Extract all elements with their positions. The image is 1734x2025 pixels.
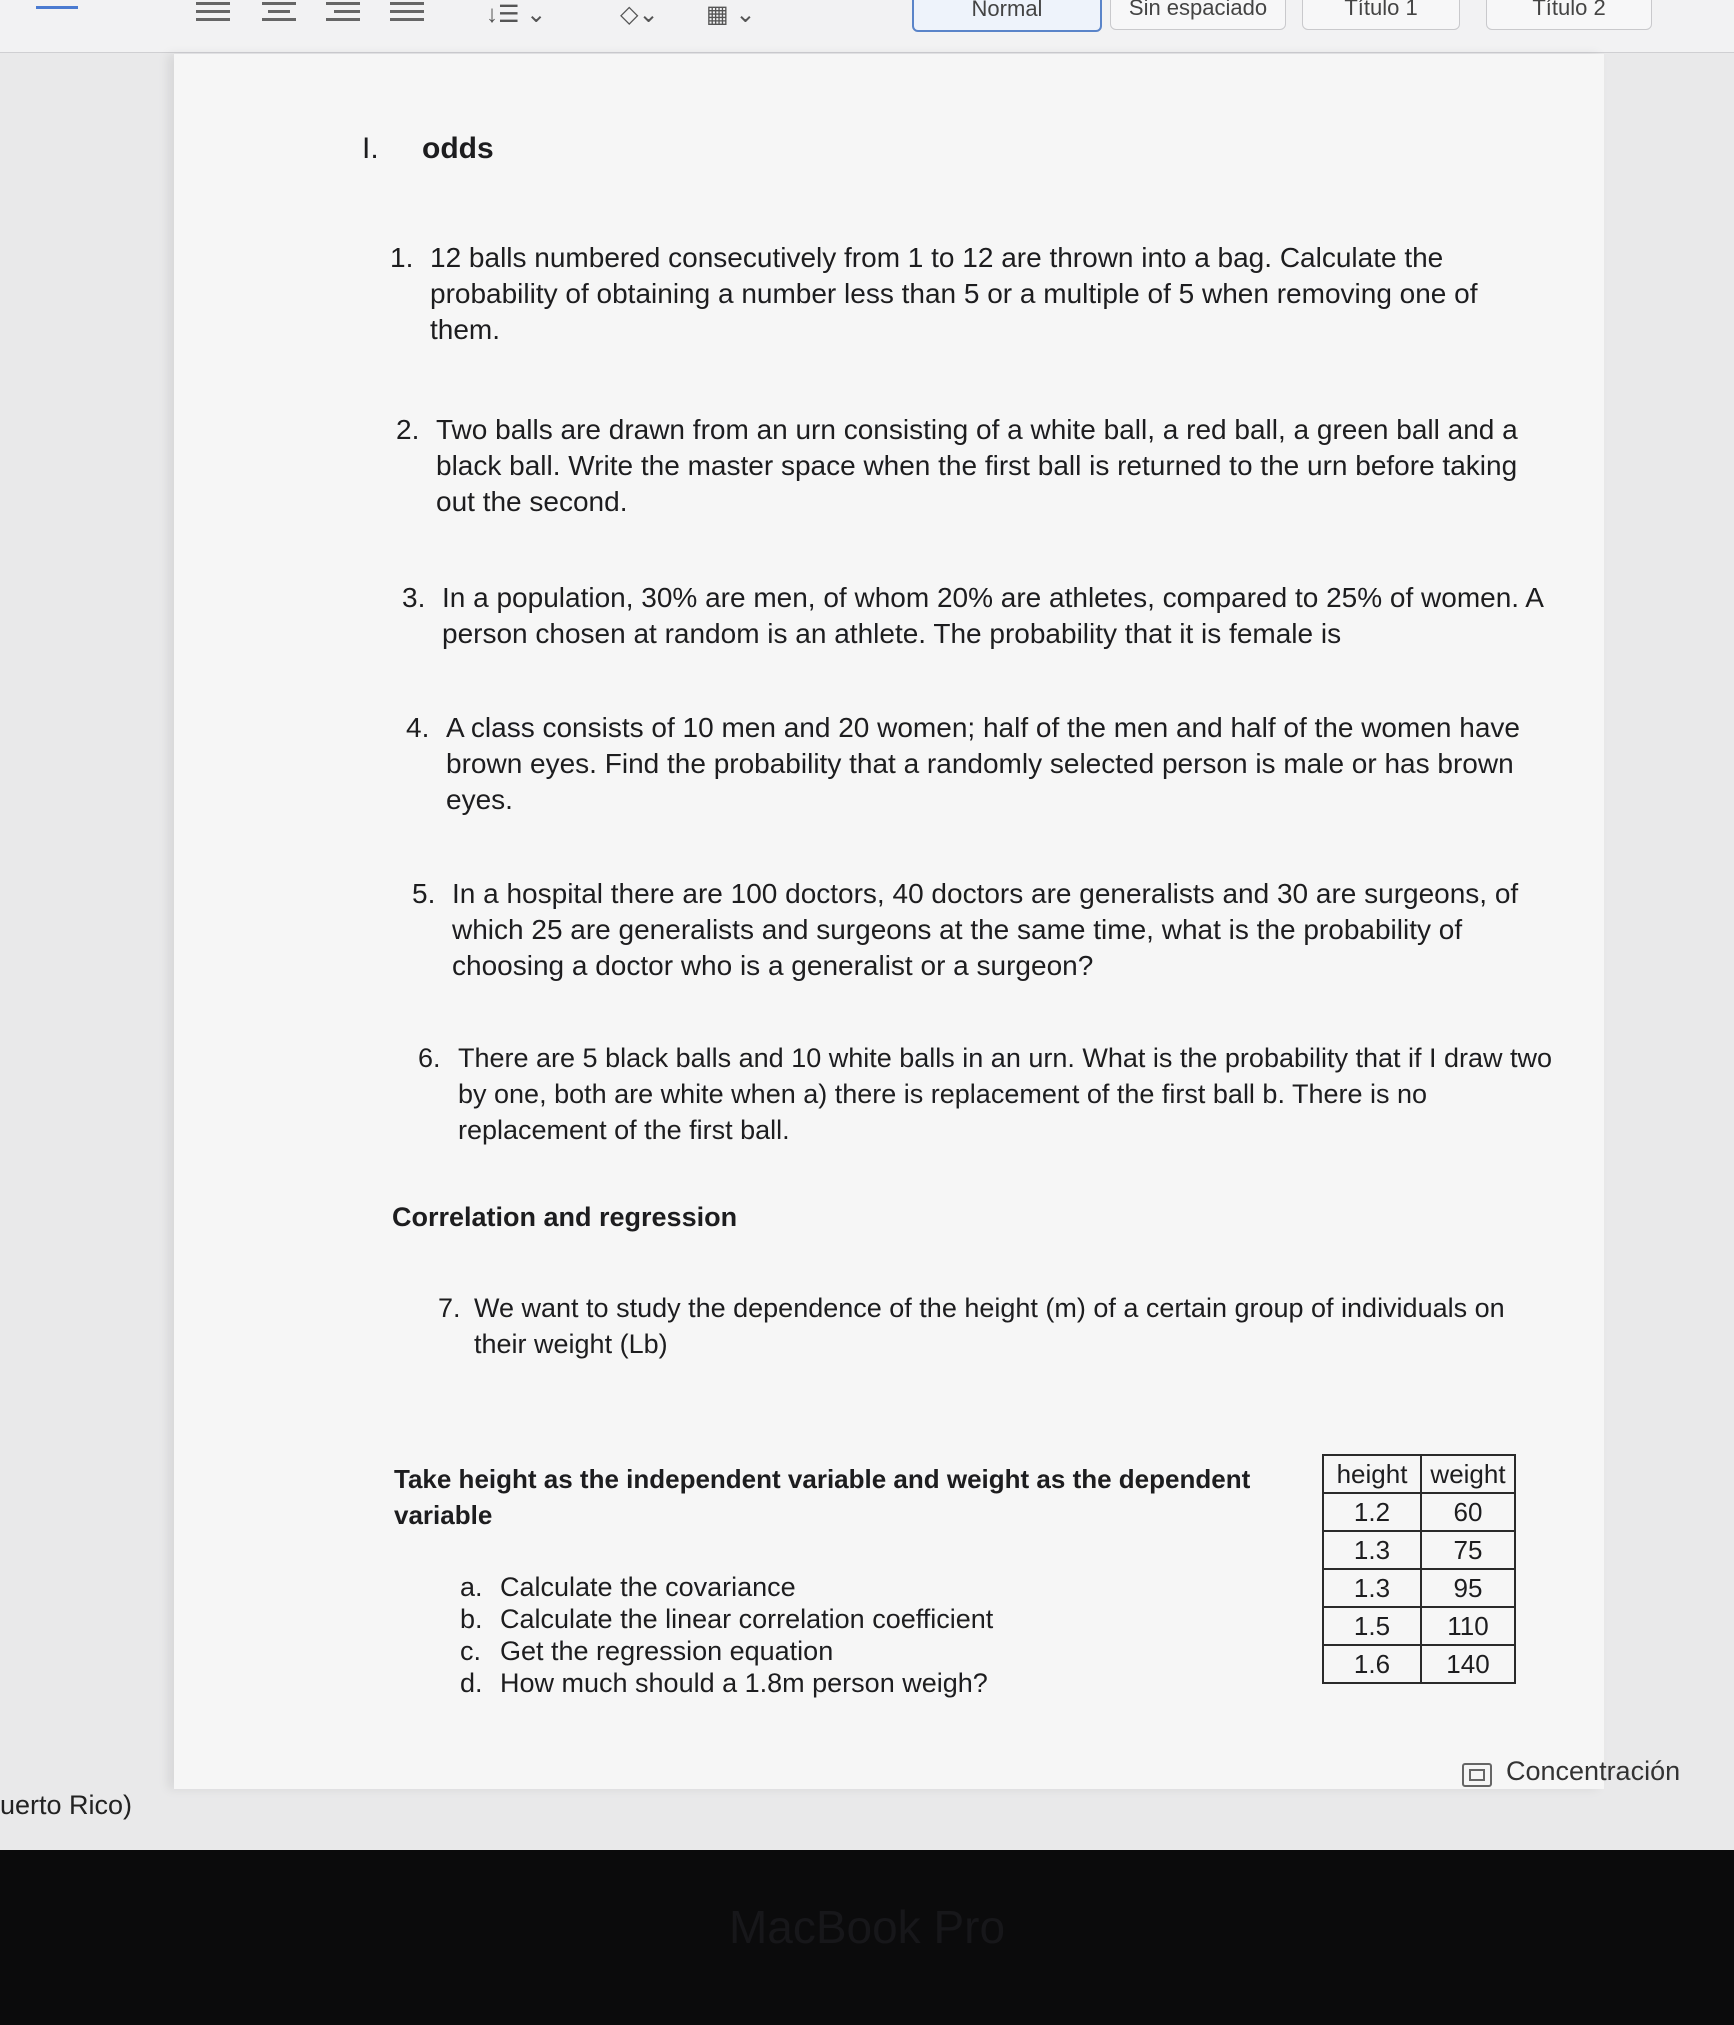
problem-number: 4. (406, 712, 430, 743)
table-cell: 140 (1421, 1645, 1515, 1683)
table-row (1323, 1645, 1515, 1683)
subquestion-letter: a. (460, 1572, 483, 1602)
section-numeral: I. (362, 132, 379, 165)
instruction-line: variable (394, 1500, 493, 1530)
problem-line: eyes. (446, 784, 513, 815)
language-region-label: uerto Rico) (0, 1790, 133, 1820)
problem-line: In a hospital there are 100 doctors, 40 doctors are generalists and 30 are surgeons, of (452, 878, 1519, 909)
table-cell: 1.2 (1323, 1493, 1421, 1531)
problem-line: brown eyes. Find the probability that a randomly selected person is male or has brown (446, 748, 1514, 779)
problem-number: 7. (438, 1293, 461, 1323)
table-header-weight: weight (1421, 1455, 1515, 1493)
problem-line: their weight (Lb) (474, 1329, 668, 1359)
problem-line: which 25 are generalists and surgeons at the same time, what is the probability of (452, 914, 1463, 945)
style-titulo-1[interactable]: Título 1 (1302, 0, 1460, 30)
problem-line: A class consists of 10 men and 20 women; half of the men and half of the women have (446, 712, 1520, 743)
problem-line: replacement of the first ball. (458, 1115, 790, 1145)
problem-number: 3. (402, 582, 426, 613)
table-cell: 1.5 (1323, 1607, 1421, 1645)
problem-line: by one, both are white when a) there is replacement of the first ball b. There is no (458, 1079, 1428, 1109)
subquestion-text: How much should a 1.8m person weigh? (500, 1668, 988, 1698)
focus-icon (1462, 1763, 1492, 1787)
line-spacing-icon[interactable]: ↓☰ ⌄ (486, 1, 547, 28)
problem-line: Two balls are drawn from an urn consisting of a white ball, a red ball, a green ball and a (436, 414, 1518, 445)
subquestion-letter: b. (460, 1604, 483, 1634)
style-normal[interactable]: Normal (912, 0, 1102, 32)
table-row (1323, 1607, 1515, 1645)
problem-line: 12 balls numbered consecutively from 1 to 12 are thrown into a bag. Calculate the (430, 242, 1444, 273)
problem-line: person chosen at random is an athlete. The probability that it is female is (442, 618, 1342, 649)
problem-line: them. (430, 314, 501, 345)
document-page[interactable] (174, 54, 1604, 1789)
table-cell: 95 (1421, 1569, 1515, 1607)
shading-icon[interactable]: ◇⌄ (620, 1, 659, 28)
table-header-row (1323, 1455, 1515, 1493)
correlation-heading: Correlation and regression (392, 1202, 738, 1232)
problem-line: out the second. (436, 486, 628, 517)
style-titulo-2[interactable]: Título 2 (1486, 0, 1652, 30)
subquestion-text: Calculate the linear correlation coefficient (500, 1604, 994, 1634)
problem-line: We want to study the dependence of the height (m) of a certain group of individuals on (474, 1293, 1505, 1323)
table-cell: 110 (1421, 1607, 1515, 1645)
subquestion-letter: c. (460, 1636, 482, 1666)
problem-number: 6. (418, 1043, 441, 1073)
problem-number: 5. (412, 878, 436, 909)
style-sin-espaciado[interactable]: Sin espaciado (1110, 0, 1286, 30)
ribbon-active-indicator (36, 6, 78, 9)
table-row (1323, 1531, 1515, 1569)
problem-line: probability of obtaining a number less than 5 or a multiple of 5 when removing one of (430, 278, 1478, 309)
align-left-icon[interactable] (196, 0, 232, 24)
subquestion-text: Get the regression equation (500, 1636, 834, 1666)
problem-line: choosing a doctor who is a generalist or a surgeon? (452, 950, 1094, 981)
table-row (1323, 1569, 1515, 1607)
problem-number: 1. (390, 242, 414, 273)
problem-line: black ball. Write the master space when the first ball is returned to the urn before taking (436, 450, 1518, 481)
section-heading: odds (422, 132, 494, 165)
height-weight-table (1322, 1454, 1516, 1684)
align-right-icon[interactable] (326, 0, 362, 24)
problem-line: In a population, 30% are men, of whom 20% are athletes, compared to 25% of women. A (442, 582, 1544, 613)
focus-mode-button[interactable] (1450, 1752, 1734, 1792)
borders-icon[interactable]: ▦ ⌄ (706, 1, 756, 28)
ribbon-toolbar (0, 0, 1734, 53)
table-cell: 1.6 (1323, 1645, 1421, 1683)
align-center-icon[interactable] (262, 0, 298, 24)
table-cell: 1.3 (1323, 1569, 1421, 1607)
problem-line: There are 5 black balls and 10 white balls in an urn. What is the probability that if I draw two (458, 1043, 1553, 1073)
table-cell: 75 (1421, 1531, 1515, 1569)
bezel-label: MacBook Pro (728, 1901, 1006, 1953)
table-row (1323, 1493, 1515, 1531)
subquestion-letter: d. (460, 1668, 483, 1698)
table-cell: 1.3 (1323, 1531, 1421, 1569)
problem-number: 2. (396, 414, 420, 445)
focus-label: Concentración (1506, 1756, 1681, 1786)
instruction-line: Take height as the independent variable and weight as the dependent (394, 1464, 1251, 1494)
table-cell: 60 (1421, 1493, 1515, 1531)
justify-icon[interactable] (390, 0, 426, 24)
table-header-height: height (1323, 1455, 1421, 1493)
subquestion-text: Calculate the covariance (500, 1572, 796, 1602)
